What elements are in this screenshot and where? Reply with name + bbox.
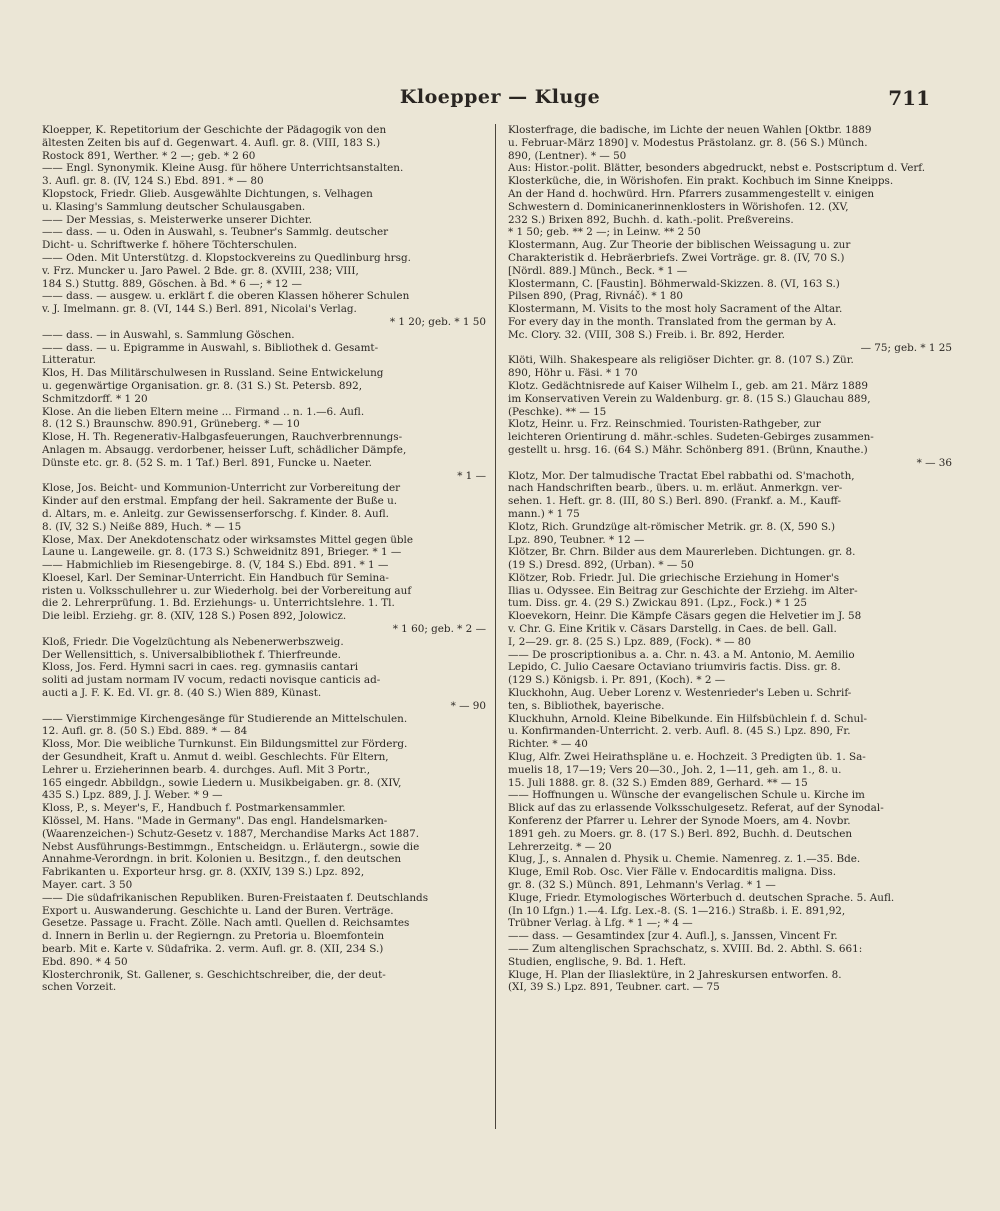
catalog-line: Klose. An die lieben Eltern meine ... Firmand .. n. 1.—6. Aufl. xyxy=(42,405,365,418)
catalog-line: Kloss, Mor. Die weibliche Turnkunst. Ein Bildungsmittel zur Förderg. xyxy=(42,738,408,751)
catalog-line: Die leibl. Erziehg. gr. 8. (XIV, 128 S.) Posen 892, Jolowicz. xyxy=(42,610,347,623)
catalog-line: Kluckhuhn, Arnold. Kleine Bibelkunde. Ein Hilfsbüchlein f. d. Schul- xyxy=(508,712,868,725)
catalog-line: 12. Aufl. gr. 8. (50 S.) Ebd. 889. * — 84 xyxy=(42,725,248,738)
catalog-line: Klose, Max. Der Anekdotenschatz oder wirksamstes Mittel gegen üble xyxy=(42,533,414,546)
left-column xyxy=(42,124,486,1134)
catalog-line: Lepido, C. Julio Caesare Octaviano triumviris factis. Diss. gr. 8. xyxy=(508,661,841,674)
catalog-line: Klug, Alfr. Zwei Heirathspläne u. e. Hochzeit. 3 Predigten üb. 1. Sa- xyxy=(508,751,866,764)
catalog-line: (In 10 Lfgn.) 1.—4. Lfg. Lex.-8. (S. 1—216.) Straßb. i. E. 891,92, xyxy=(508,904,846,917)
catalog-line: Klug, J., s. Annalen d. Physik u. Chemie. Namenreg. z. 1.—35. Bde. xyxy=(508,853,861,866)
catalog-line: v. Chr. G. Eine Kritik v. Cäsars Darstellg. in Caes. de bell. Gall. xyxy=(508,623,837,636)
catalog-line: 184 S.) Stuttg. 889, Göschen. à Bd. * 6 —; * 12 — xyxy=(42,277,302,290)
catalog-line: Kloß, Friedr. Die Vogelzüchtung als Nebenerwerbszweig. xyxy=(42,635,344,648)
catalog-line: 8. (12 S.) Braunschw. 890.91, Grüneberg. * — 10 xyxy=(42,418,300,431)
catalog-line: Rostock 891, Werther. * 2 —; geb. * 2 60 xyxy=(42,149,256,162)
catalog-line: d. Innern in Berlin u. der Regierngn. zu Pretoria u. Bloemfontein xyxy=(42,930,385,943)
catalog-line: —— dass. — u. Oden in Auswahl, s. Teubner's Sammlg. deutscher xyxy=(42,226,389,239)
catalog-line: gestellt u. hrsg. 16. (64 S.) Mähr. Schönberg 891. (Brünn, Knauthe.) xyxy=(508,443,868,456)
catalog-line: (Waarenzeichen-) Schutz-Gesetz v. 1887, Merchandise Marks Act 1887. xyxy=(42,827,420,840)
catalog-line: Kinder auf den erstmal. Empfang der heil. Sakramente der Buße u. xyxy=(42,495,398,508)
catalog-line: Klötzer, Rob. Friedr. Jul. Die griechische Erziehung in Homer's xyxy=(508,571,840,584)
catalog-line: Klotz, Rich. Grundzüge alt-römischer Metrik. gr. 8. (X, 590 S.) xyxy=(508,520,836,533)
catalog-line: Klose, H. Th. Regenerativ-Halbgasfeuerungen, Rauchverbrennungs- xyxy=(42,431,403,444)
catalog-line: 165 eingedr. Abbildgn., sowie Liedern u. Musikbeigaben. gr. 8. (XIV, xyxy=(42,776,402,789)
catalog-line: Der Wellensittich, s. Universalbibliothek f. Thierfreunde. xyxy=(42,648,341,661)
catalog-line: Klosterchronik, St. Gallener, s. Geschichtschreiber, die, der deut- xyxy=(42,968,386,981)
catalog-line: bearb. Mit e. Karte v. Südafrika. 2. verm. Aufl. gr. 8. (XII, 234 S.) xyxy=(42,943,384,955)
catalog-line: Kluge, H. Plan der Iliaslektüre, in 2 Jahreskursen entworfen. 8. xyxy=(508,968,842,981)
catalog-line: Trübner Verlag. à Lfg. * 1 —; * 4 — xyxy=(508,917,693,930)
page-number: 711 xyxy=(888,86,930,110)
catalog-line: 1891 geh. zu Moers. gr. 8. (17 S.) Berl. 892, Buchh. d. Deutschen xyxy=(508,827,853,840)
catalog-line: —— dass. — ausgew. u. erklärt f. die oberen Klassen höherer Schulen xyxy=(42,290,410,303)
catalog-line: Schmitzdorff. * 1 20 xyxy=(42,392,148,405)
catalog-line: Fabrikanten u. Exporteur hrsg. gr. 8. (XXIV, 139 S.) Lpz. 892, xyxy=(42,866,365,879)
page-header xyxy=(0,86,1000,116)
catalog-line: u. Konfirmanden-Unterricht. 2. verb. Aufl. 8. (45 S.) Lpz. 890, Fr. xyxy=(508,725,851,738)
catalog-line: (19 S.) Dresd. 892, (Urban). * — 50 xyxy=(508,559,694,572)
right-column xyxy=(508,124,952,1134)
catalog-line: gr. 8. (32 S.) Münch. 891, Lehmann's Verlag. * 1 — xyxy=(508,879,776,892)
catalog-line: nach Handschriften bearb., übers. u. m. erläut. Anmerkgn. ver- xyxy=(508,482,843,495)
catalog-line: mann.) * 1 75 xyxy=(508,507,580,520)
catalog-line: tum. Diss. gr. 4. (29 S.) Zwickau 891. (Lpz., Fock.) * 1 25 xyxy=(508,597,808,610)
catalog-line: u. Klasing's Sammlung deutscher Schulausgaben. xyxy=(42,200,306,213)
catalog-line: * 1 20; geb. * 1 50 xyxy=(389,315,486,328)
catalog-line: der Gesundheit, Kraft u. Anmut d. weibl. Geschlechts. Für Eltern, xyxy=(42,751,389,764)
catalog-line: die 2. Lehrerprüfung. 1. Bd. Erziehungs- u. Unterrichtslehre. 1. Tl. xyxy=(42,597,395,610)
catalog-line: Klotz. Gedächtnisrede auf Kaiser Wilhelm I., geb. am 21. März 1889 xyxy=(508,379,868,392)
catalog-line: muelis 18, 17—19; Vers 20—30., Joh. 2, 1—11, geh. am 1., 8. u. xyxy=(508,763,842,776)
catalog-line: —— Zum altenglischen Sprachschatz, s. XVIII. Bd. 2. Abthl. S. 661: xyxy=(508,943,863,955)
catalog-line: Studien, englische, 9. Bd. 1. Heft. xyxy=(508,955,687,968)
catalog-line: Mayer. cart. 3 50 xyxy=(42,879,133,892)
catalog-line: ten, s. Bibliothek, bayerische. xyxy=(508,699,665,712)
catalog-line: —— Vierstimmige Kirchengesänge für Studierende an Mittelschulen. xyxy=(42,712,408,725)
catalog-line: Richter. * — 40 xyxy=(508,738,588,751)
catalog-line: 8. (IV, 32 S.) Neiße 889, Huch. * — 15 xyxy=(42,520,242,533)
catalog-line: 435 S.) Lpz. 889, J. J. Weber. * 9 — xyxy=(42,789,223,802)
catalog-line: —— De proscriptionibus a. a. Chr. n. 43. a M. Antonio, M. Aemilio xyxy=(508,648,855,661)
catalog-line: Kloss, Jos. Ferd. Hymni sacri in caes. reg. gymnasiis cantari xyxy=(42,661,359,674)
catalog-line: —— Engl. Synonymik. Kleine Ausg. für höhere Unterrichtsanstalten. xyxy=(42,162,404,175)
catalog-line: Kloesel, Karl. Der Seminar-Unterricht. Ein Handbuch für Semina- xyxy=(42,571,389,584)
catalog-line: risten u. Volksschullehrer u. zur Wiederholg. bei der Vorbereitung auf xyxy=(42,584,412,597)
catalog-line: —— dass. — Gesamtindex [zur 4. Aufl.], s. Janssen, Vincent Fr. xyxy=(508,930,838,943)
catalog-line: Anlagen m. Absaugg. verdorbener, heisser Luft, schädlicher Dämpfe, xyxy=(42,443,407,456)
catalog-line: (XI, 39 S.) Lpz. 891, Teubner. cart. — 75 xyxy=(508,981,720,994)
catalog-line: 890, Höhr u. Fäsi. * 1 70 xyxy=(508,367,638,380)
catalog-line: —— Oden. Mit Unterstützg. d. Klopstockvereins zu Quedlinburg hrsg. xyxy=(42,251,411,264)
catalog-line: Lehrer u. Erzieherinnen bearb. 4. durchges. Aufl. Mit 3 Portr., xyxy=(42,763,371,776)
catalog-line: —— Hoffnungen u. Wünsche der evangelischen Schule u. Kirche im xyxy=(508,789,865,802)
catalog-line: An der Hand d. hochwürd. Hrn. Pfarrers zusammengestellt v. einigen xyxy=(508,187,875,200)
catalog-line: leichteren Orientirung d. mähr.-schles. Sudeten-Gebirges zusammen- xyxy=(508,431,874,444)
catalog-line: Konferenz der Pfarrer u. Lehrer der Synode Moers, am 4. Novbr. xyxy=(508,815,851,828)
catalog-line: I, 2—29. gr. 8. (25 S.) Lpz. 889, (Fock). * — 80 xyxy=(508,635,752,648)
catalog-line: v. J. Imelmann. gr. 8. (VI, 144 S.) Berl. 891, Nicolai's Verlag. xyxy=(42,303,357,316)
catalog-line: Litteratur. xyxy=(42,354,96,367)
catalog-line: Klostermann, M. Visits to the most holy Sacrament of the Altar. xyxy=(508,303,843,316)
catalog-line: 890, (Lentner). * — 50 xyxy=(508,149,627,162)
catalog-line: Dünste etc. gr. 8. (52 S. m. 1 Taf.) Berl. 891, Funcke u. Naeter. xyxy=(42,456,372,469)
catalog-line: im Konservativen Verein zu Waldenburg. gr. 8. (15 S.) Glauchau 889, xyxy=(508,392,871,405)
catalog-line: Ebd. 890. * 4 50 xyxy=(42,955,128,968)
catalog-line: Blick auf das zu erlassende Volksschulgesetz. Referat, auf der Synodal- xyxy=(508,802,884,815)
catalog-line: * 1 50; geb. ** 2 —; in Leinw. ** 2 50 xyxy=(508,226,701,239)
catalog-line: Annahme-Verordngn. in brit. Kolonien u. Besitzgn., f. den deutschen xyxy=(42,853,402,866)
catalog-line: Ilias u. Odyssee. Ein Beitrag zur Geschichte der Erziehg. im Alter- xyxy=(508,584,858,597)
catalog-line: Schwestern d. Dominicanerinnenklosters in Wörishofen. 12. (XV, xyxy=(508,200,849,213)
catalog-line: —— Habmichlieb im Riesengebirge. 8. (V, 184 S.) Ebd. 891. * 1 — xyxy=(42,559,389,572)
catalog-line: Klostermann, Aug. Zur Theorie der biblischen Weissagung u. zur xyxy=(508,239,851,252)
catalog-line: Klosterfrage, die badische, im Lichte der neuen Wahlen [Oktbr. 1889 xyxy=(508,124,872,136)
catalog-line: Klotz, Heinr. u. Frz. Reinschmied. Touristen-Rathgeber, zur xyxy=(508,418,821,431)
running-head-title: Kloepper — Kluge xyxy=(399,86,601,108)
catalog-line: For every day in the month. Translated from the german by A. xyxy=(508,315,837,328)
catalog-line: * 1 60; geb. * 2 — xyxy=(392,623,486,636)
catalog-line: —— dass. — in Auswahl, s. Sammlung Göschen. xyxy=(42,328,295,341)
catalog-line: aucti a J. F. K. Ed. VI. gr. 8. (40 S.) Wien 889, Künast. xyxy=(42,687,322,700)
catalog-line: —— dass. — u. Epigramme in Auswahl, s. Bibliothek d. Gesamt- xyxy=(42,341,379,354)
catalog-line: Klöti, Wilh. Shakespeare als religiöser Dichter. gr. 8. (107 S.) Zür. xyxy=(508,354,854,367)
catalog-line: Export u. Auswanderung. Geschichte u. Land der Buren. Verträge. xyxy=(42,904,394,917)
catalog-line: Lehrerzeitg. * — 20 xyxy=(508,840,612,853)
catalog-line: (129 S.) Königsb. i. Pr. 891, (Koch). * 2 — xyxy=(508,674,726,687)
catalog-line: d. Altars, m. e. Anleitg. zur Gewissenserforschg. f. Kinder. 8. Aufl. xyxy=(42,507,389,520)
catalog-line: Gesetze. Passage u. Fracht. Zölle. Nach amtl. Quellen d. Reichsamtes xyxy=(42,917,410,930)
catalog-line: Klopstock, Friedr. Glieb. Ausgewählte Dichtungen, s. Velhagen xyxy=(42,187,373,200)
catalog-line: Pilsen 890, (Prag, Rivnáč). * 1 80 xyxy=(508,290,684,303)
catalog-line: 3. Aufl. gr. 8. (IV, 124 S.) Ebd. 891. * — 80 xyxy=(42,175,264,188)
catalog-line: Lpz. 890, Teubner. * 12 — xyxy=(508,533,645,546)
catalog-line: ältesten Zeiten bis auf d. Gegenwart. 4. Aufl. gr. 8. (VIII, 183 S.) xyxy=(42,136,381,149)
catalog-line: Klos, H. Das Militärschulwesen in Russland. Seine Entwickelung xyxy=(42,367,384,380)
catalog-line: v. Frz. Muncker u. Jaro Pawel. 2 Bde. gr. 8. (XVIII, 238; VIII, xyxy=(42,264,359,277)
catalog-line: 232 S.) Brixen 892, Buchh. d. kath.-polit. Preßvereins. xyxy=(508,213,794,226)
catalog-line: Laune u. Langeweile. gr. 8. (173 S.) Schweidnitz 891, Brieger. * 1 — xyxy=(42,546,402,559)
catalog-line: — 75; geb. * 1 25 xyxy=(860,341,952,354)
catalog-line: —— Die südafrikanischen Republiken. Buren-Freistaaten f. Deutschlands xyxy=(42,891,429,904)
catalog-line: * 1 — xyxy=(457,469,486,482)
catalog-line: Klössel, M. Hans. "Made in Germany". Das engl. Handelsmarken- xyxy=(42,815,388,828)
catalog-line: Charakteristik d. Hebräerbriefs. Zwei Vorträge. gr. 8. (IV, 70 S.) xyxy=(508,251,845,264)
catalog-line: 15. Juli 1888. gr. 8. (32 S.) Emden 889, Gerhard. ** — 15 xyxy=(508,776,808,789)
catalog-line: Kluge, Emil Rob. Osc. Vier Fälle v. Endocarditis maligna. Diss. xyxy=(508,866,837,879)
catalog-line: Kloss, P., s. Meyer's, F., Handbuch f. Postmarkensammler. xyxy=(42,802,346,815)
catalog-line: (Peschke). ** — 15 xyxy=(508,405,607,418)
catalog-line: soliti ad justam normam IV vocum, redacti novisque canticis ad- xyxy=(42,674,381,687)
catalog-line: Dicht- u. Schriftwerke f. höhere Töchterschulen. xyxy=(42,239,298,252)
catalog-line: * — 90 xyxy=(450,699,486,712)
catalog-line: Kloepper, K. Repetitorium der Geschichte der Pädagogik von den xyxy=(42,124,387,136)
catalog-line: Kluge, Friedr. Etymologisches Wörterbuch d. deutschen Sprache. 5. Aufl. xyxy=(508,891,895,904)
catalog-line: Kloevekorn, Heinr. Die Kämpfe Cäsars gegen die Helvetier im J. 58 xyxy=(508,610,862,623)
catalog-line: Aus: Histor.-polit. Blätter, besonders abgedruckt, nebst e. Postscriptum d. Verf. xyxy=(508,162,926,175)
catalog-line: sehen. 1. Heft. gr. 8. (III, 80 S.) Berl. 890. (Frankf. a. M., Kauff- xyxy=(508,495,842,508)
catalog-line: u. Februar-März 1890] v. Modestus Prästolanz. gr. 8. (56 S.) Münch. xyxy=(508,136,868,149)
catalog-line: Klötzer, Br. Chrn. Bilder aus dem Maurerleben. Dichtungen. gr. 8. xyxy=(508,546,856,559)
column-divider xyxy=(495,124,496,1129)
catalog-line: —— Der Messias, s. Meisterwerke unserer Dichter. xyxy=(42,213,313,226)
catalog-line: Klotz, Mor. Der talmudische Tractat Ebel rabbathi od. S'machoth, xyxy=(508,469,855,482)
catalog-line: [Nördl. 889.] Münch., Beck. * 1 — xyxy=(508,264,688,277)
catalog-line: Mc. Clory. 32. (VIII, 308 S.) Freib. i. Br. 892, Herder. xyxy=(508,328,785,341)
catalog-line: Klosterküche, die, in Wörishofen. Ein prakt. Kochbuch im Sinne Kneipps. xyxy=(508,175,894,188)
catalog-line: Klose, Jos. Beicht- und Kommunion-Unterricht zur Vorbereitung der xyxy=(42,482,401,495)
catalog-line: Kluckhohn, Aug. Ueber Lorenz v. Westenrieder's Leben u. Schrif- xyxy=(508,687,852,700)
catalog-line: schen Vorzeit. xyxy=(42,981,117,994)
catalog-line: Klostermann, C. [Faustin]. Böhmerwald-Skizzen. 8. (VI, 163 S.) xyxy=(508,277,840,290)
catalog-line: Nebst Ausführungs-Bestimmgn., Entscheidgn. u. Erläutergn., sowie die xyxy=(42,840,420,853)
catalog-line: u. gegenwärtige Organisation. gr. 8. (31 S.) St. Petersb. 892, xyxy=(42,379,363,392)
catalog-line: * — 36 xyxy=(916,456,952,469)
